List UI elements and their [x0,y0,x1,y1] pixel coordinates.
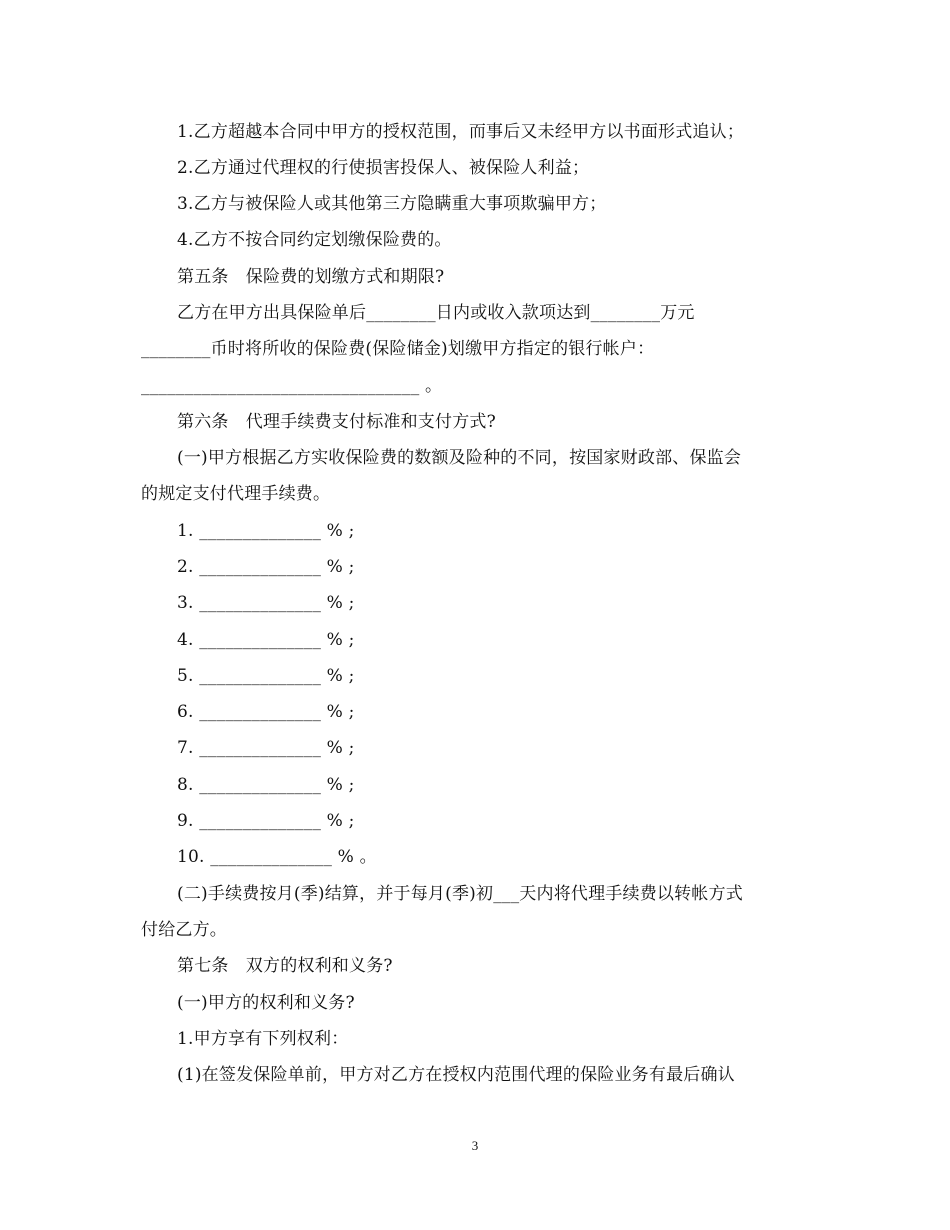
fee-rate-item: 3. ______________ % ; [177,593,355,613]
fee-rate-item: 5. ______________ % ; [177,666,355,686]
fee-rate-item: 6. ______________ % ; [177,702,355,722]
fee-rate-item: 2. ______________ % ; [177,557,355,577]
article-5-paragraph-line-1: 乙方在甲方出具保险单后________日内或收入款项达到________万元 [177,303,695,323]
article-6-heading: 第六条 代理手续费支付标准和支付方式? [177,412,496,432]
page-number: 3 [471,1138,479,1153]
fee-rate-item: 8. ______________ % ; [177,775,355,795]
fee-rate-item: 4. ______________ % ; [177,630,355,650]
bank-account-blank: ________________________________ 。 [141,376,443,396]
article-7-heading: 第七条 双方的权利和义务? [177,956,393,976]
clause-item-4: 4.乙方不按合同约定划缴保险费的。 [177,230,452,250]
article-5-heading: 第五条 保险费的划缴方式和期限? [177,267,445,287]
party-a-right-1: (1)在签发保险单前，甲方对乙方在授权内范围代理的保险业务有最后确认 [177,1065,735,1085]
party-a-rights-heading: (一)甲方的权利和义务? [177,993,355,1013]
article-5-paragraph-line-2: ________币时将所收的保险费(保险储金)划缴甲方指定的银行帐户： [141,339,655,359]
clause-item-3: 3.乙方与被保险人或其他第三方隐瞒重大事项欺骗甲方； [177,194,607,214]
article-6-paragraph-line-1: (一)甲方根据乙方实收保险费的数额及险种的不同，按国家财政部、保监会 [177,448,742,468]
fee-rate-item: 10. ______________ % 。 [177,847,377,867]
settlement-paragraph-line-2: 付给乙方。 [141,920,227,940]
fee-rate-item: 7. ______________ % ; [177,738,355,758]
settlement-paragraph-line-1: (二)手续费按月(季)结算，并于每月(季)初___天内将代理手续费以转帐方式 [177,884,743,904]
fee-rate-item: 9. ______________ % ; [177,811,355,831]
clause-item-2: 2.乙方通过代理权的行使损害投保人、被保险人利益； [177,158,590,178]
fee-rate-item: 1. ______________ % ; [177,521,355,541]
clause-item-1: 1.乙方超越本合同中甲方的授权范围，而事后又未经甲方以书面形式追认； [177,122,745,142]
party-a-rights-intro: 1.甲方享有下列权利： [177,1029,349,1049]
article-6-paragraph-line-2: 的规定支付代理手续费。 [141,484,331,504]
